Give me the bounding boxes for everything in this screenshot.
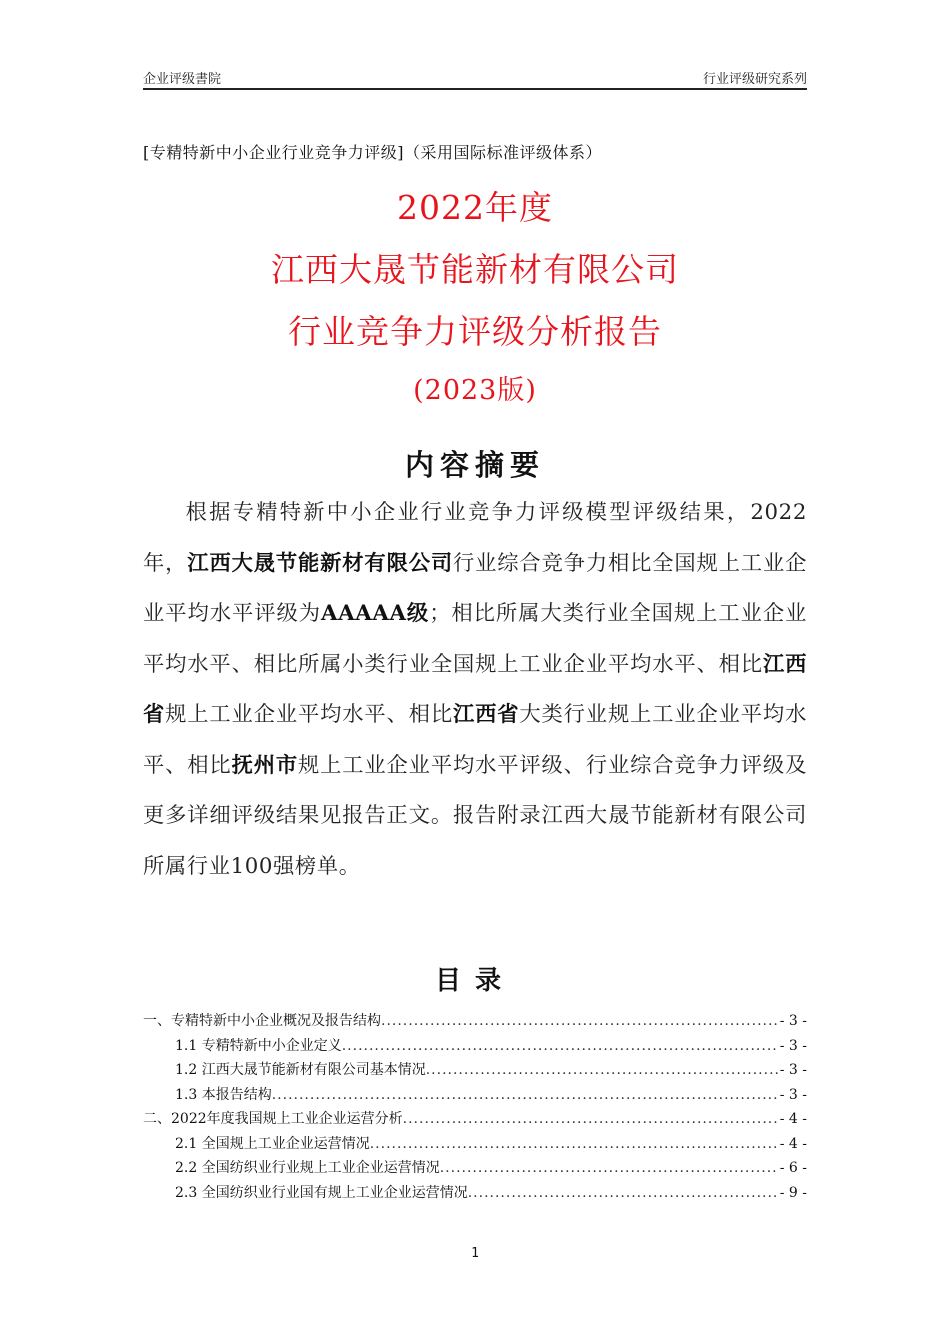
toc-entry-page: - 6 - xyxy=(779,1160,807,1176)
toc-entry-label: 一、专精特新中小企业概况及报告结构 xyxy=(143,1013,381,1029)
toc-dot-leader xyxy=(426,1058,778,1083)
toc-entry-page: - 9 - xyxy=(779,1184,807,1201)
toc-dot-leader xyxy=(272,1083,778,1108)
abstract-text: 根据专精特新中小企业行业竞争力评级模型评级结果，2022年， xyxy=(143,500,807,576)
toc-entry-label: 1.1 专精特新中小企业定义 xyxy=(175,1037,342,1054)
toc-entry[interactable] xyxy=(143,1034,807,1059)
toc-entry[interactable] xyxy=(143,1083,807,1108)
toc-entry-page: - 3 - xyxy=(779,1037,807,1054)
title-year: 2022年度 xyxy=(397,188,553,227)
toc-entry[interactable] xyxy=(143,1009,807,1034)
abstract-emphasis: 江西省 xyxy=(143,651,807,727)
toc-dot-leader xyxy=(403,1107,778,1132)
title-edition: (2023版) xyxy=(413,375,537,406)
title-company: 江西大晟节能新材有限公司 xyxy=(271,250,679,289)
toc-heading: 目录 xyxy=(434,966,515,996)
abstract-text: 大类行业规上工业企业平均水平、相比 xyxy=(143,702,807,778)
toc-entry-page: - 4 - xyxy=(779,1111,807,1127)
header-publisher: 企业评级書院 xyxy=(143,72,222,87)
toc-entry-label: 二、2022年度我国规上工业企业运营分析 xyxy=(143,1111,403,1127)
toc-entry[interactable] xyxy=(143,1156,807,1181)
toc-entry-page: - 3 - xyxy=(779,1013,807,1029)
toc-dot-leader xyxy=(440,1156,778,1181)
abstract-text: 行业综合竞争力相比全国规上工业企业平均水平评级为 xyxy=(143,550,808,626)
toc-dot-leader xyxy=(370,1132,778,1157)
table-of-contents xyxy=(143,1009,807,1205)
abstract-text: 规上工业企业平均水平评级、行业综合竞争力评级及更多详细评级结果见报告正文。报告附录江西大晟节能新材有限公司所属行业100强榜单。 xyxy=(143,752,807,879)
toc-entry-page: - 3 - xyxy=(779,1086,807,1103)
abstract-emphasis: 江西大晟节能新材有限公司 xyxy=(187,550,453,576)
abstract-emphasis: 江西省 xyxy=(452,702,520,727)
toc-entry-label: 1.2 江西大晟节能新材有限公司基本情况 xyxy=(175,1062,426,1078)
toc-entry-label: 2.2 全国纺织业行业规上工业企业运营情况 xyxy=(175,1160,440,1176)
toc-entry-label: 2.1 全国规上工业企业运营情况 xyxy=(175,1135,370,1152)
page-header xyxy=(143,66,807,90)
toc-entry-page: - 4 - xyxy=(779,1135,807,1152)
toc-entry-page: - 3 - xyxy=(779,1062,807,1078)
toc-dot-leader xyxy=(381,1009,778,1034)
page-number: 1 xyxy=(471,1246,479,1261)
abstract-emphasis: 抚州市 xyxy=(231,752,298,778)
abstract-heading: 内容摘要 xyxy=(404,448,545,482)
toc-entry[interactable] xyxy=(143,1107,807,1132)
toc-dot-leader xyxy=(342,1034,778,1059)
toc-entry-label: 2.3 全国纺织业行业国有规上工业企业运营情况 xyxy=(175,1184,468,1201)
toc-entry[interactable] xyxy=(143,1181,807,1206)
abstract-emphasis: AAAAA级 xyxy=(320,601,430,626)
toc-dot-leader xyxy=(468,1181,778,1206)
series-line: [专精特新中小企业行业竞争力评级]（采用国际标准评级体系） xyxy=(143,143,602,162)
header-series: 行业评级研究系列 xyxy=(702,72,807,87)
title-report: 行业竞争力评级分析报告 xyxy=(288,312,662,351)
abstract-paragraph xyxy=(143,488,807,892)
toc-entry[interactable] xyxy=(143,1058,807,1083)
toc-entry[interactable] xyxy=(143,1132,807,1157)
abstract-text: ；相比所属大类行业全国规上工业企业平均水平、相比所属小类行业全国规上工业企业平均水平、相比 xyxy=(143,601,807,677)
abstract-text: 规上工业企业平均水平、相比 xyxy=(165,702,453,727)
toc-entry-label: 1.3 本报告结构 xyxy=(175,1086,272,1103)
